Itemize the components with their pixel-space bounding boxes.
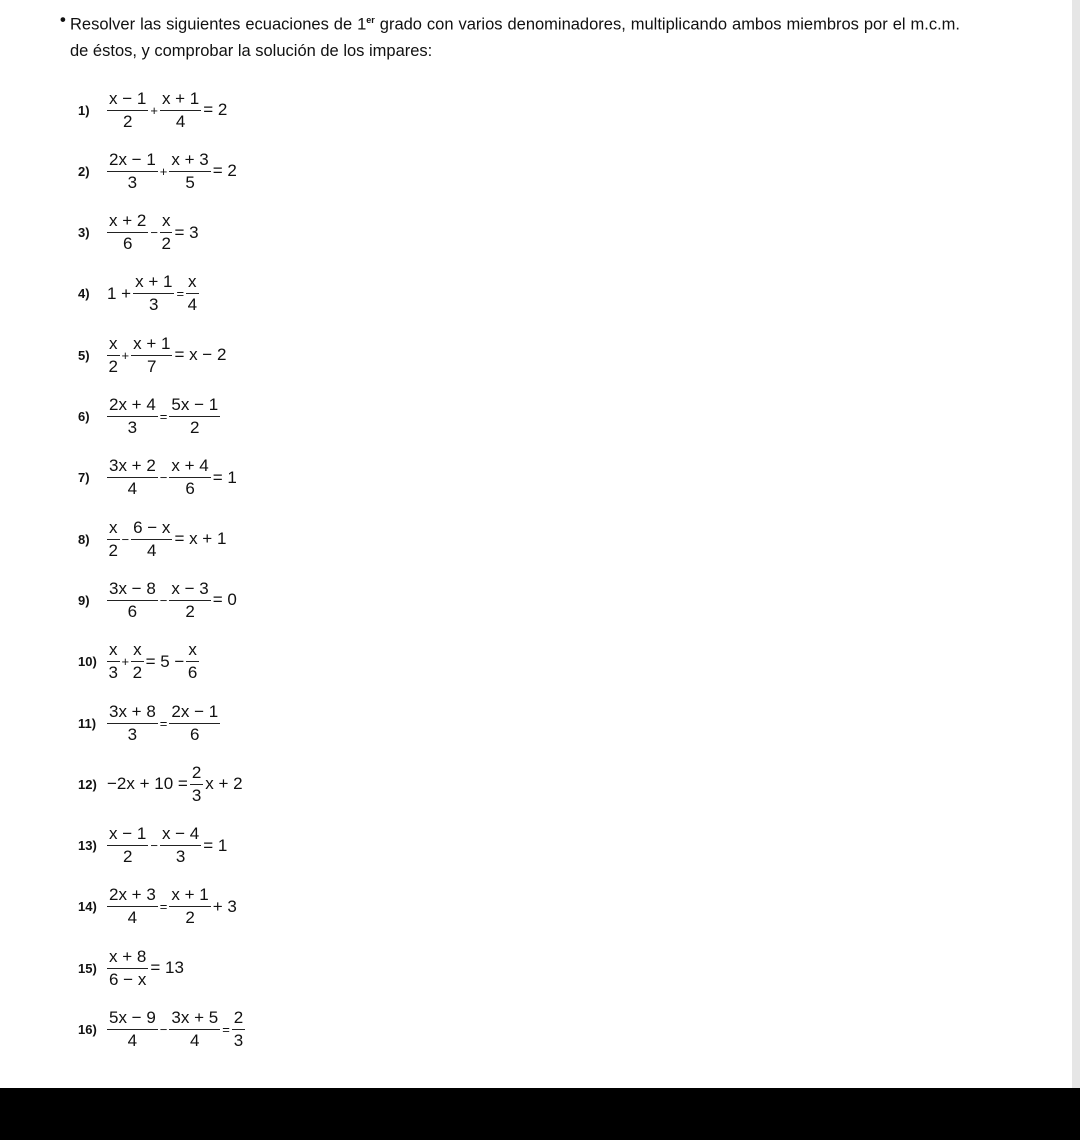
denominator: 4 (147, 540, 157, 560)
numerator: 2x − 1 (169, 702, 220, 724)
equation-item (78, 698, 221, 748)
fraction (160, 211, 173, 254)
numerator: x − 1 (107, 89, 148, 111)
equation-item (78, 943, 185, 993)
instructions-text-start: Resolver las siguientes ecuaciones de 1 (70, 15, 367, 34)
equation-term: = (159, 715, 168, 731)
equation-number: 3) (78, 225, 90, 241)
fraction (186, 272, 199, 315)
denominator: 2 (161, 234, 171, 254)
denominator: 2 (185, 908, 195, 928)
numerator: 5x − 1 (169, 395, 220, 417)
fraction (107, 89, 148, 132)
numerator: 2x + 3 (107, 885, 158, 907)
numerator: x (186, 640, 199, 662)
equation-term: = 1 (203, 835, 228, 855)
fraction (107, 824, 148, 867)
fraction (107, 579, 158, 622)
equation-item (78, 85, 228, 135)
denominator: 6 (185, 479, 195, 499)
equation-number: 9) (78, 592, 90, 608)
denominator: 2 (185, 601, 195, 621)
equation-item (78, 821, 228, 871)
equation-item (78, 330, 227, 380)
fraction (107, 456, 158, 499)
equation-item (78, 514, 227, 564)
equation-number: 6) (78, 409, 90, 424)
equation-term: 1 + (107, 283, 132, 303)
numerator: 3x + 5 (169, 1008, 220, 1030)
equation-term: = 3 (174, 222, 199, 242)
fraction (133, 272, 174, 315)
denominator: 4 (190, 1031, 200, 1050)
denominator: 2 (132, 663, 143, 683)
equation-term: = (222, 1022, 230, 1037)
equation-item (78, 637, 200, 687)
equation-term: − (150, 838, 158, 854)
denominator: 3 (149, 295, 159, 315)
ordinal-superscript: er (366, 15, 375, 25)
fraction (107, 211, 148, 254)
equation-number: 4) (78, 286, 90, 302)
denominator: 2 (122, 111, 133, 131)
denominator: 2 (108, 540, 118, 560)
fraction (107, 518, 120, 561)
instructions (60, 7, 960, 64)
numerator: x − 3 (169, 579, 210, 601)
numerator: 2 (190, 763, 203, 785)
denominator: 6 (127, 601, 138, 621)
numerator: x (186, 272, 199, 294)
equation-item (78, 575, 238, 625)
fraction (131, 334, 172, 377)
denominator: 2 (108, 356, 118, 376)
fraction (169, 579, 210, 622)
equation-number: 2) (78, 163, 90, 179)
fraction (169, 395, 220, 438)
equation-number: 11) (78, 715, 97, 731)
numerator: 2x + 4 (107, 395, 158, 417)
fraction (107, 395, 158, 438)
fraction (160, 824, 201, 867)
fraction (131, 640, 144, 683)
equation-term: = 1 (212, 467, 237, 487)
fraction (107, 334, 120, 377)
equation-item (78, 269, 200, 319)
numerator: x (131, 640, 144, 662)
equation-term: − (121, 531, 130, 547)
equation-number: 8) (78, 531, 90, 547)
equation-term: x + 2 (205, 774, 243, 794)
numerator: x + 2 (107, 211, 148, 233)
fraction (169, 1008, 220, 1051)
bottom-black-bar (0, 1088, 1080, 1140)
numerator: x − 4 (160, 824, 201, 846)
bullet: • (60, 11, 66, 29)
numerator: 2x − 1 (107, 150, 158, 172)
denominator: 4 (175, 111, 186, 131)
fraction (107, 150, 158, 193)
denominator: 6 − x (109, 969, 147, 989)
numerator: 6 − x (131, 518, 172, 540)
denominator: 7 (147, 356, 157, 376)
numerator: x + 1 (131, 334, 172, 356)
fraction (107, 640, 120, 683)
equation-number: 15) (78, 960, 97, 976)
denominator: 3 (127, 724, 138, 744)
equation-number: 14) (78, 899, 97, 915)
equation-term: − (159, 470, 168, 486)
equation-term: = (159, 899, 168, 915)
numerator: x + 1 (133, 272, 174, 294)
equation-term: − (150, 225, 158, 241)
equation-number: 7) (78, 470, 90, 486)
equation-term: + (159, 163, 168, 179)
equation-number: 5) (78, 347, 90, 363)
equation-item (78, 146, 238, 196)
denominator: 3 (191, 785, 202, 805)
equation-term: − (159, 1022, 168, 1037)
fraction (160, 89, 201, 132)
denominator: 6 (190, 724, 200, 744)
denominator: 6 (122, 234, 133, 254)
numerator: x (107, 518, 120, 540)
numerator: 3x + 2 (107, 456, 158, 478)
equation-term: + (121, 347, 130, 363)
numerator: x (107, 640, 120, 662)
equation-term: + (121, 654, 130, 670)
numerator: x + 4 (169, 456, 210, 478)
fraction (107, 1008, 158, 1051)
equation-term: −2x + 10 = (107, 774, 188, 794)
fraction (190, 763, 203, 806)
denominator: 2 (122, 847, 133, 867)
denominator: 2 (190, 418, 200, 437)
equation-item (78, 453, 238, 503)
numerator: 5x − 9 (107, 1008, 158, 1030)
denominator: 3 (233, 1031, 244, 1050)
fraction (131, 518, 172, 561)
numerator: x + 1 (160, 89, 201, 111)
equation-item (78, 392, 221, 442)
numerator: x (107, 334, 120, 356)
equation-term: + (150, 102, 158, 118)
equation-term: = 2 (212, 161, 237, 181)
numerator: x − 1 (107, 824, 148, 846)
equation-item (78, 759, 244, 809)
fraction (169, 456, 210, 499)
equation-term: = 2 (203, 100, 228, 119)
numerator: 2 (232, 1008, 245, 1030)
denominator: 4 (127, 1031, 138, 1050)
equation-number: 12) (78, 776, 97, 792)
numerator: 3x + 8 (107, 702, 158, 724)
equation-term: = 0 (212, 590, 237, 610)
equation-number: 13) (78, 838, 97, 854)
equation-term: − (159, 592, 168, 608)
equation-term: + 3 (212, 896, 237, 916)
denominator: 4 (187, 295, 198, 315)
equation-number: 1) (78, 102, 90, 118)
equation-term: = (159, 409, 168, 424)
denominator: 5 (185, 172, 195, 192)
equation-item (78, 1005, 246, 1055)
equation-number: 16) (78, 1022, 97, 1037)
denominator: 4 (127, 908, 138, 928)
numerator: x + 3 (169, 150, 210, 172)
equation-term: = 13 (150, 958, 184, 978)
fraction (107, 947, 148, 990)
numerator: x + 8 (107, 947, 148, 969)
equation-term: = x + 1 (174, 529, 227, 549)
numerator: x + 1 (169, 885, 210, 907)
equation-term: = 5 − (145, 651, 185, 671)
equation-term: = (176, 286, 185, 302)
fraction (169, 702, 220, 745)
denominator: 3 (127, 418, 138, 437)
fraction (186, 640, 199, 683)
equation-item (78, 208, 200, 258)
fraction (169, 150, 210, 193)
denominator: 3 (175, 847, 186, 867)
numerator: x (160, 211, 173, 233)
instructions-text-end: grado con varios denominadores, multiplicando ambos miembros por el m.c.m. de éstos, y comprobar la solución de los impares: (70, 15, 960, 60)
fraction (107, 885, 158, 928)
equation-number: 10) (78, 654, 97, 670)
denominator: 3 (127, 172, 138, 192)
equation-item (78, 882, 238, 932)
denominator: 6 (187, 663, 198, 683)
fraction (107, 702, 158, 745)
equation-term: = x − 2 (174, 345, 227, 365)
denominator: 4 (127, 479, 138, 499)
numerator: 3x − 8 (107, 579, 158, 601)
denominator: 3 (108, 663, 118, 683)
fraction (232, 1008, 245, 1051)
fraction (169, 885, 210, 928)
